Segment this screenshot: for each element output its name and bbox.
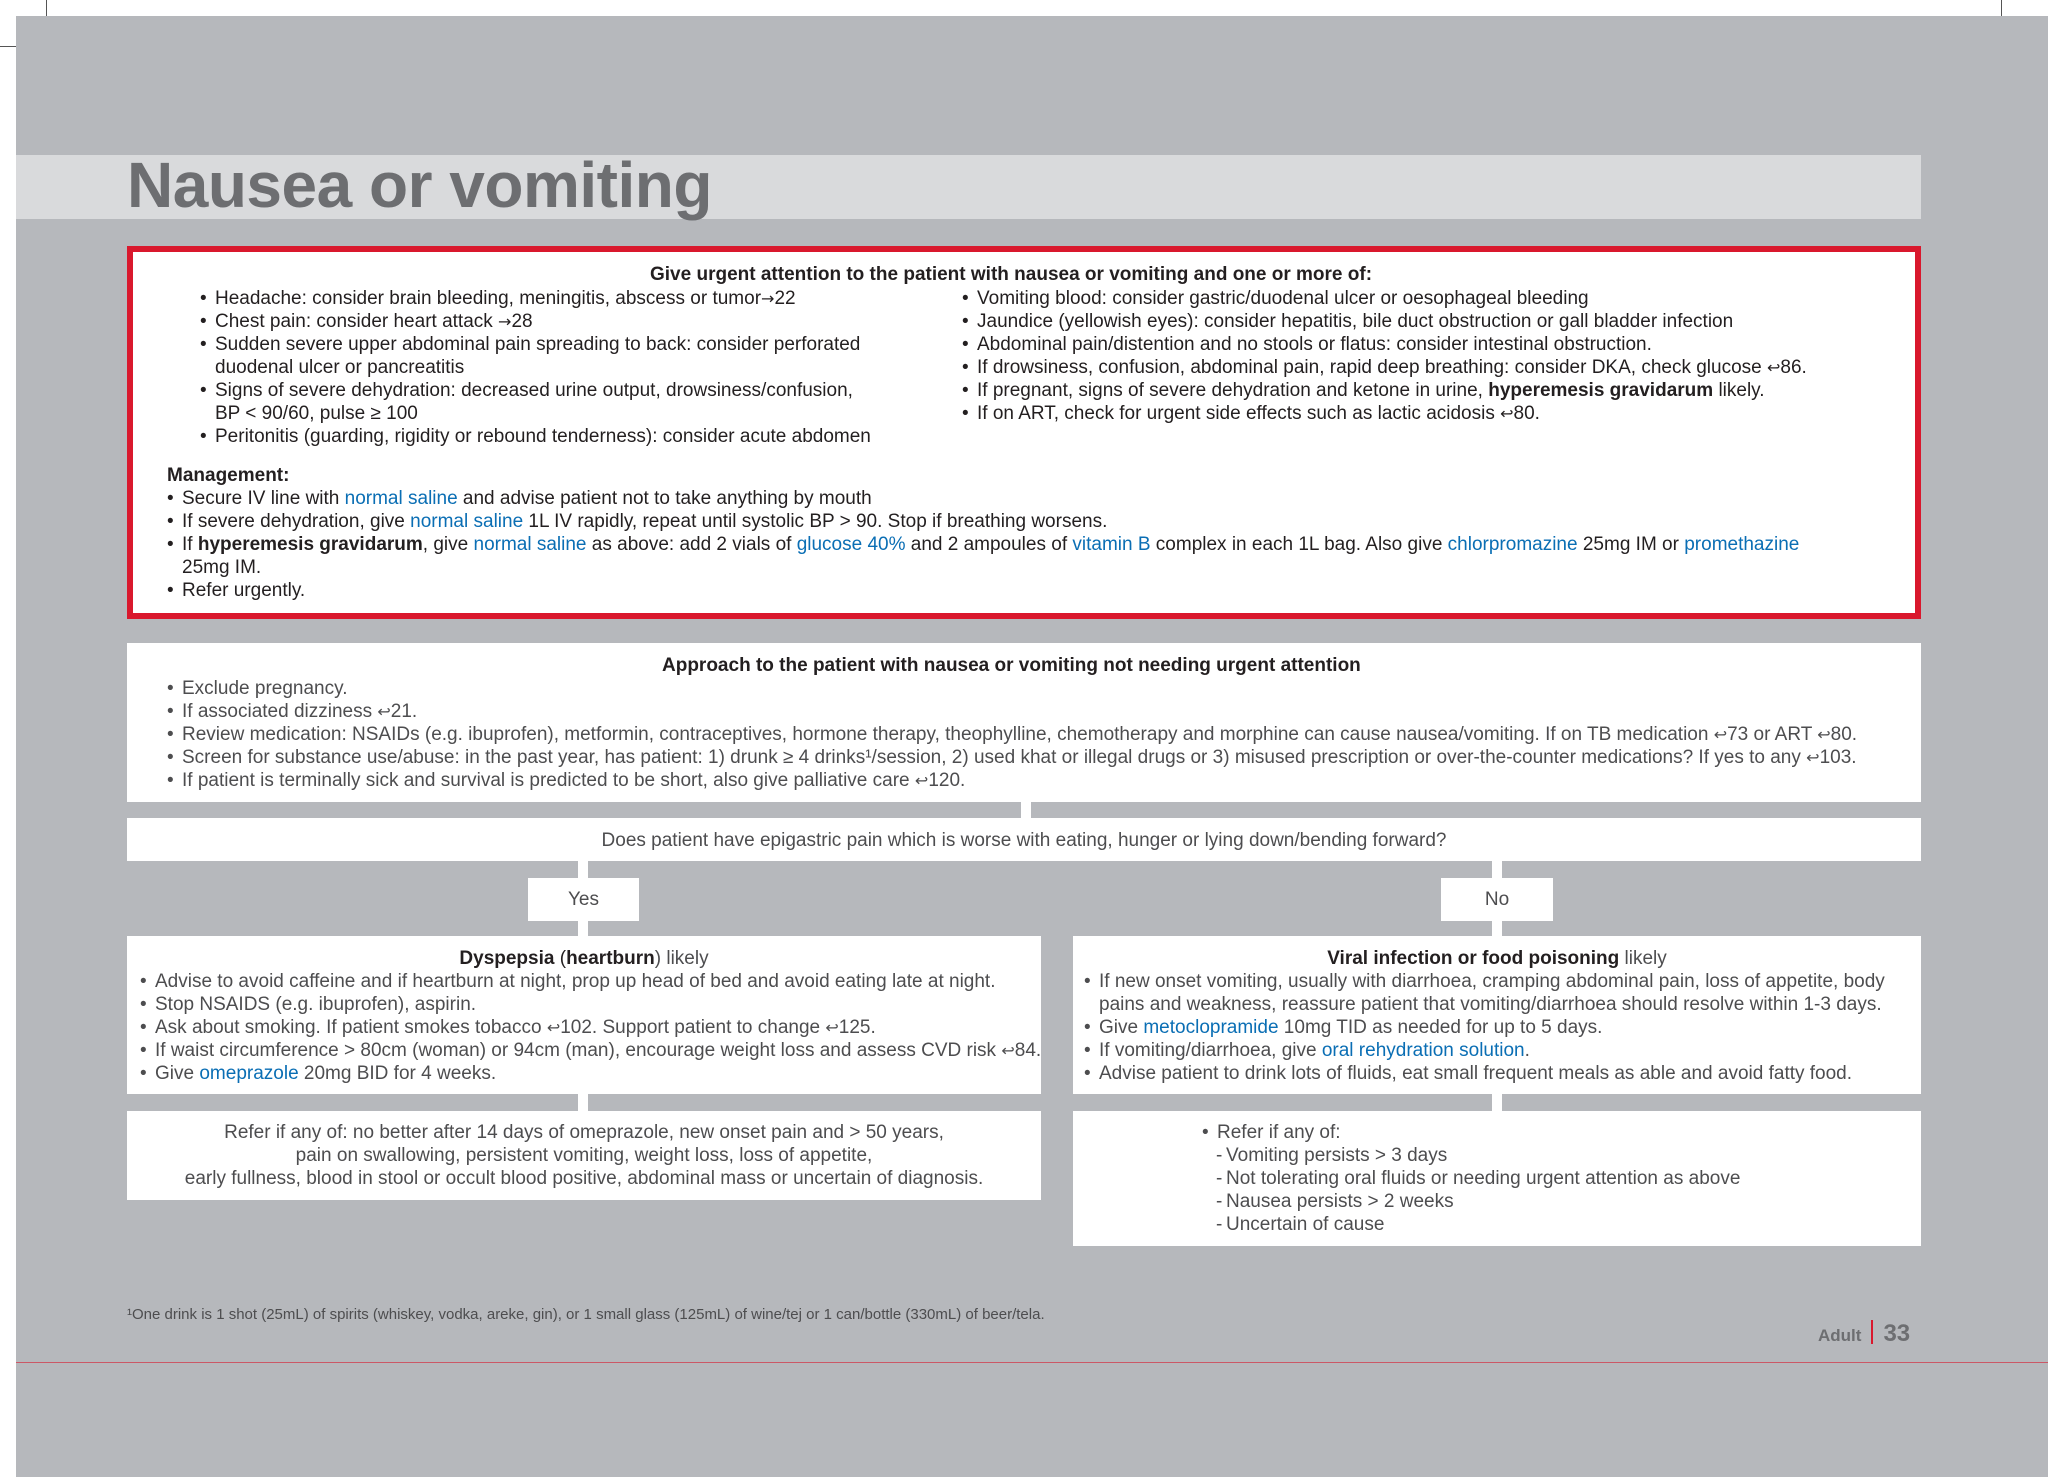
list-item [1084,1016,1885,1039]
return-arrow-icon: ↩ [1806,748,1820,767]
item-text: , give [422,534,474,555]
list-item [1084,970,1885,1016]
page-reference[interactable]: 103. [1819,747,1857,768]
item-text: Advise patient to drink lots of fluids, eat small frequent meals as able and avoid fatty food. [1099,1063,1853,1084]
item-text: 10mg TID as needed for up to 5 days. [1278,1017,1603,1038]
page-reference[interactable]: 86. [1780,357,1807,378]
page-reference[interactable]: 84. [1014,1040,1042,1061]
item-text: duodenal ulcer or pancreatitis [215,357,465,378]
item-text: Signs of severe dehydration: decreased urine output, drowsiness/confusion, [215,380,853,401]
item-text: 1L IV rapidly, repeat until systolic BP > 90. Stop if breathing worsens. [523,511,1108,532]
page-reference[interactable]: 28 [511,311,533,332]
list-item [1084,1062,1885,1085]
item-text: If severe dehydration, give [182,511,411,532]
list-item [167,746,1857,769]
item-text: likely. [1713,380,1765,401]
yes-label: Yes [568,889,599,910]
flow-connector [1492,861,1502,878]
list-item [962,379,1807,402]
page-title: Nausea or vomiting [127,149,712,221]
urgent-left-list [200,287,871,448]
item-text: Give [155,1063,200,1084]
list-item [167,579,1799,602]
list-item [200,379,871,425]
list-item [200,425,871,448]
item-text: If patient is terminally sick and survival is predicted to be short, also give palliative care [182,770,915,791]
drug-link[interactable]: oral rehydration solution [1321,1040,1525,1061]
heading-text: ( [554,948,567,969]
flow-connector [1021,802,1031,818]
page-folio [1818,1320,1910,1348]
list-item [200,287,871,310]
item-text: Give [1099,1017,1144,1038]
page-reference[interactable]: 125. [838,1017,876,1038]
heading-term: Viral infection or food poisoning [1327,948,1620,969]
page-reference[interactable]: 80. [1830,724,1858,745]
list-item [167,769,1857,792]
item-text: If waist circumference > 80cm (woman) or 94cm (man), encourage weight loss and assess CVD risk [155,1040,1002,1061]
item-text: Peritonitis (guarding, rigidity or rebound tenderness): consider acute abdomen [215,426,871,447]
item-text: Review medication: NSAIDs (e.g. ibuprofen), metformin, contraceptives, hormone therapy, theophylline, chemotherapy and morphine can cause nausea/vomiting. If on TB medication [182,724,1714,745]
item-text: Exclude pregnancy. [182,678,348,699]
item-text: Screen for substance use/abuse: in the past year, has patient: 1) drunk ≥ 4 drinks¹/session, 2) used khat or illegal drugs or 3) misused prescription or over-the-counter medications? If yes to any [182,747,1807,768]
item-text: Secure IV line with [182,488,345,509]
heading-term: heartburn [566,948,655,969]
item-text: Refer if any of: [1217,1122,1341,1143]
heading-text: ) likely [654,948,709,969]
page-reference[interactable]: 73 or ART [1727,724,1818,745]
item-text: Advise to avoid caffeine and if heartburn at night, prop up head of bed and avoid eating late at night. [155,971,996,992]
list-item [1216,1167,1740,1190]
list-item [962,287,1807,310]
refer-line: early fullness, blood in stool or occult blood positive, abdominal mass or uncertain of diagnosis. [184,1168,984,1189]
viral-list [1084,970,1885,1085]
item-text: pains and weakness, reassure patient that vomiting/diarrhoea should resolve within 1-3 days. [1099,994,1882,1015]
drug-link[interactable]: promethazine [1684,534,1800,555]
return-arrow-icon: ↩ [914,771,929,790]
flow-connector [578,1094,588,1111]
item-text: . [1524,1040,1530,1061]
right-arrow-icon: → [498,312,512,331]
item-text: If on ART, check for urgent side effects such as lactic acidosis [977,403,1501,424]
dyspepsia-heading [127,947,1041,970]
list-item [200,333,871,379]
item-text: If drowsiness, confusion, abdominal pain, rapid deep breathing: consider DKA, check glucose [977,357,1768,378]
list-item [1202,1121,1341,1144]
drug-link[interactable]: normal saline [344,488,458,509]
refer-line: pain on swallowing, persistent vomiting, weight loss, loss of appetite, [295,1145,873,1166]
item-text: Refer urgently. [182,580,306,601]
item-text: complex in each 1L bag. Also give [1150,534,1448,555]
no-label: No [1484,889,1510,910]
item-text: Abdominal pain/distention and no stools or flatus: consider intestinal obstruction. [977,334,1652,355]
item-text: and 2 ampoules of [905,534,1073,555]
item-text: Headache: consider brain bleeding, meningitis, abscess or tumor [215,288,762,309]
list-item [140,970,1041,993]
item-text: If pregnant, signs of severe dehydration and ketone in urine, [977,380,1489,401]
item-text: 20mg BID for 4 weeks. [298,1063,497,1084]
list-item [962,333,1807,356]
viral-heading [1073,947,1921,970]
item-text: If vomiting/diarrhoea, give [1099,1040,1322,1061]
urgent-right-list [962,287,1807,425]
drug-link[interactable]: normal saline [410,511,524,532]
condition-term: hyperemesis gravidarum [197,534,423,555]
list-item [140,1062,1041,1085]
item-text: Uncertain of cause [1226,1214,1385,1235]
refer-criteria-left [127,1121,1041,1190]
item-text: If new onset vomiting, usually with diarrhoea, cramping abdominal pain, loss of appetite, body [1099,971,1885,992]
item-text: and advise patient not to take anything by mouth [457,488,872,509]
heading-text: likely [1619,948,1667,969]
flow-connector [578,861,588,878]
folio-divider [1871,1320,1873,1344]
list-item [167,533,1799,579]
drug-link[interactable]: normal saline [473,534,587,555]
dyspepsia-list [140,970,1041,1085]
refer-criteria-right-items [1216,1144,1740,1236]
item-text: Nausea persists > 2 weeks [1226,1191,1454,1212]
page-reference[interactable]: 22 [774,288,796,309]
decision-question: Does patient have epigastric pain which is worse with eating, hunger or lying down/bending forward? [601,830,1447,851]
return-arrow-icon: ↩ [1001,1041,1015,1060]
return-arrow-icon: ↩ [377,702,391,721]
condition-term: hyperemesis gravidarum [1488,380,1714,401]
heading-term: Dyspepsia [459,948,555,969]
list-item [962,356,1807,379]
section-label: Adult [1818,1326,1862,1345]
return-arrow-icon: ↩ [825,1018,839,1037]
item-text: Not tolerating oral fluids or needing urgent attention as above [1226,1168,1741,1189]
flow-connector [1492,921,1502,936]
drug-link[interactable]: glucose 40% [796,534,906,555]
drug-link[interactable]: metoclopramide [1143,1017,1279,1038]
bottom-rule [16,1362,2048,1363]
item-text: 25mg IM or [1577,534,1685,555]
item-text: Ask about smoking. If patient smokes tobacco [155,1017,547,1038]
management-heading: Management: [167,465,290,486]
list-item [140,993,1041,1016]
flow-connector [578,921,588,936]
list-item [167,700,1857,723]
page-number: 33 [1883,1320,1911,1347]
list-item [962,310,1807,333]
list-item [1216,1213,1740,1236]
item-text: Jaundice (yellowish eyes): consider hepatitis, bile duct obstruction or gall bladder infection [977,311,1734,332]
item-text: Stop NSAIDS (e.g. ibuprofen), aspirin. [155,994,477,1015]
item-text: Chest pain: consider heart attack [215,311,499,332]
list-item [1216,1190,1740,1213]
drug-link[interactable]: chlorpromazine [1447,534,1578,555]
drug-link[interactable]: vitamin B [1072,534,1151,555]
refer-criteria-right [1202,1121,1341,1144]
list-item [167,723,1857,746]
page-reference[interactable]: 21. [390,701,418,722]
return-arrow-icon: ↩ [546,1018,561,1037]
management-list [167,487,1799,602]
return-arrow-icon: ↩ [1817,725,1831,744]
footnote: ¹One drink is 1 shot (25mL) of spirits (whiskey, vodka, areke, gin), or 1 small glass (125mL) of wine/tej or 1 can/bottle (330mL) of beer/tela. [127,1306,1045,1323]
page-reference[interactable]: 102. Support patient to change [560,1017,826,1038]
return-arrow-icon: ↩ [1500,404,1514,423]
approach-heading: Approach to the patient with nausea or vomiting not needing urgent attention [662,655,1361,676]
item-text: Vomiting blood: consider gastric/duodenal ulcer or oesophageal bleeding [977,288,1589,309]
list-item [200,310,871,333]
item-text: Sudden severe upper abdominal pain spreading to back: consider perforated [215,334,861,355]
item-text: If associated dizziness [182,701,378,722]
list-item [140,1039,1041,1062]
list-item [140,1016,1041,1039]
list-item [167,677,1857,700]
drug-link[interactable]: omeprazole [199,1063,299,1084]
page-reference[interactable]: 120. [928,770,966,791]
item-text: If [182,534,198,555]
item-text: 25mg IM. [182,557,262,578]
item-text: Vomiting persists > 3 days [1226,1145,1448,1166]
page-reference[interactable]: 80. [1513,403,1540,424]
approach-list [167,677,1857,792]
return-arrow-icon: ↩ [1713,725,1728,744]
list-item [167,487,1799,510]
list-item [962,402,1807,425]
refer-line: Refer if any of: no better after 14 days of omeprazole, new onset pain and > 50 years, [224,1122,944,1143]
return-arrow-icon: ↩ [1767,358,1781,377]
urgent-heading: Give urgent attention to the patient with nausea or vomiting and one or more of: [650,264,1373,285]
right-arrow-icon: → [761,289,775,308]
item-text: BP < 90/60, pulse ≥ 100 [215,403,418,424]
item-text: as above: add 2 vials of [586,534,797,555]
list-item [1216,1144,1740,1167]
list-item [1084,1039,1885,1062]
list-item [167,510,1799,533]
flow-connector [1492,1094,1502,1111]
